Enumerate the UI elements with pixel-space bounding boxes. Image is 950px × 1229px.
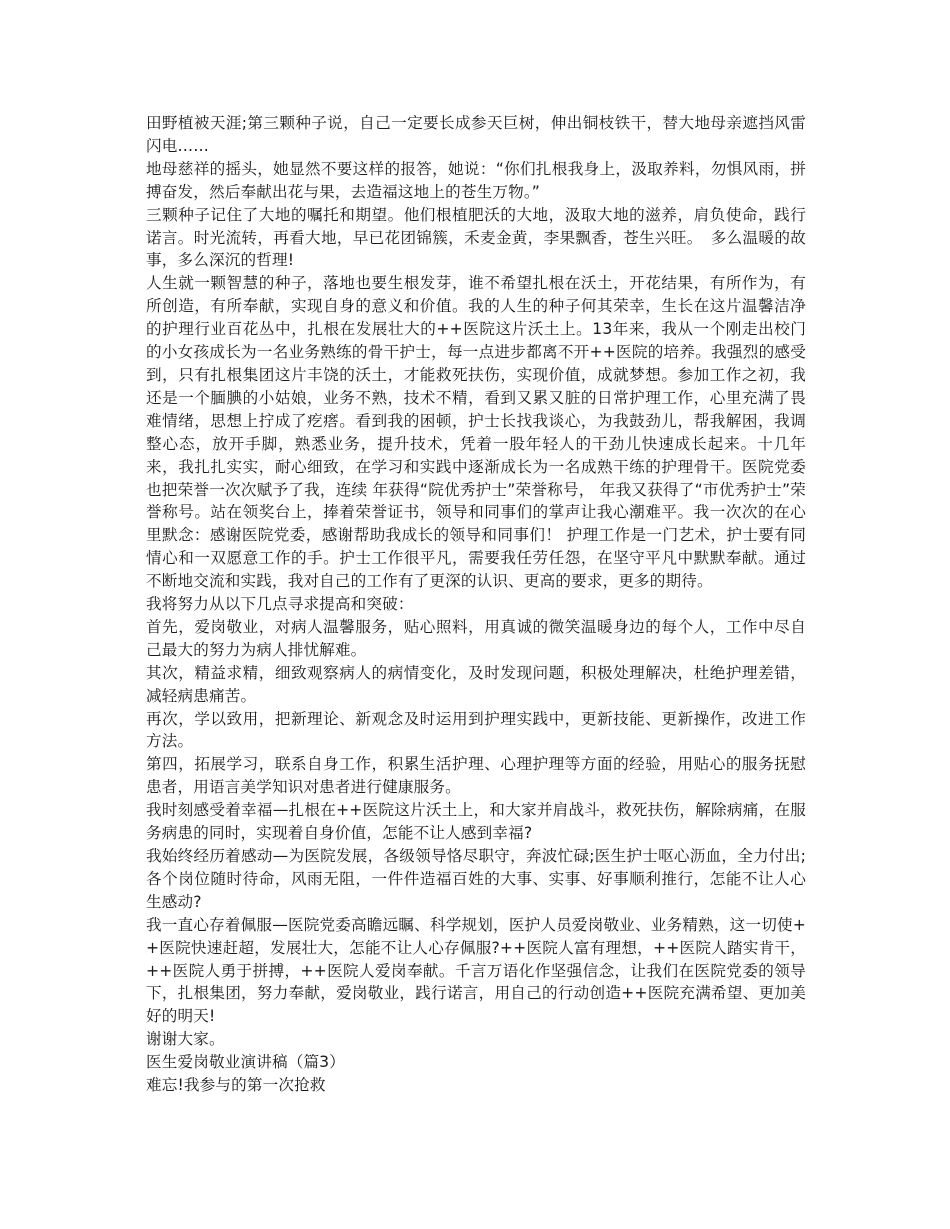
paragraph-point-second: 其次，精益求精，细致观察病人的病情变化，及时发现问题，积极处理解决，杜绝护理差错，减轻病患痛苦。 bbox=[146, 663, 806, 705]
paragraph-point-first: 首先，爱岗敬业，对病人温馨服务，贴心照料，用真诚的微笑温暖身边的每个人，工作中尽自己最大的努力为病人排忧解难。 bbox=[146, 617, 806, 659]
document-body bbox=[146, 112, 806, 1097]
paragraph-happiness: 我时刻感受着幸福—扎根在++医院这片沃土上，和大家并肩战斗，救死扶伤，解除病痛，在服务病患的同时，实现着自身价值，怎能不让人感到幸福? bbox=[146, 801, 806, 843]
paragraph-three-seeds: 三颗种子记住了大地的嘱托和期望。他们根植肥沃的大地，汲取大地的滋养，肩负使命，践行诺言。时光流转，再看大地，早已花团锦簇，禾麦金黄，李果飘香，苍生兴旺。 多么温暖的故事，多么深沉的哲理! bbox=[146, 205, 806, 270]
paragraph-admiration: 我一直心存着佩服—医院党委高瞻远瞩、科学规划，医护人员爱岗敬业、业务精熟，这一切使++医院快速赶超，发展壮大，怎能不让人心存佩服?++医院人富有理想，++医院人踏实肯干，++医院人勇于拼搏，++医院人爱岗奉献。千言万语化作坚强信念，让我们在医院党委的领导下，扎根集团，努力奉献，爱岗敬业，践行诺言，用自己的行动创造++医院充满希望、更加美好的明天! bbox=[146, 915, 806, 1026]
paragraph-improvement-intro: 我将努力从以下几点寻求提高和突破： bbox=[146, 595, 414, 614]
paragraph-life-seed: 人生就一颗智慧的种子，落地也要生根发芽，谁不希望扎根在沃土，开花结果，有所作为，有所创造，有所奉献，实现自身的意义和价值。我的人生的种子何其荣幸，生长在这片温馨洁净的护理行业百花丛中，扎根在发展壮大的++医院这片沃土上。13年来，我从一个刚走出校门的小女孩成长为一名业务熟练的骨干护士，每一点进步都离不开++医院的培养。我强烈的感受到，只有扎根集团这片丰饶的沃土，才能救死扶伤，实现价值，成就梦想。参加工作之初，我还是一个腼腆的小姑娘，业务不熟，技术不精，看到又累又脏的日常护理工作，心里充满了畏难情绪，思想上拧成了疙瘩。看到我的困顿，护士长找我谈心，为我鼓劲儿，帮我解困，我调整心态，放开手脚，熟悉业务，提升技术，凭着一股年轻人的干劲儿快速成长起来。十几年来，我扎扎实实，耐心细致，在学习和实践中逐渐成长为一名成熟干练的护理骨干。医院党委也把荣誉一次次赋予了我，连续 年获得“院优秀护士”荣誉称号， 年我又获得了“市优秀护士”荣誉称号。站在领奖台上，捧着荣誉证书，领导和同事们的掌声让我心潮难平。我一次次的在心里默念：感谢医院党委，感谢帮助我成长的领导和同事们！ 护理工作是一门艺术，护士要有同情心和一双愿意工作的手。护士工作很平凡，需要我任劳任怨，在坚守平凡中默默奉献。通过不断地交流和实践，我对自己的工作有了更深的认识、更高的要求，更多的期待。 bbox=[146, 274, 806, 591]
paragraph-moved: 我始终经历着感动—为医院发展，各级领导恪尽职守，奔波忙碌;医生护士呕心沥血，全力付出;各个岗位随时待命，风雨无阻，一件件造福百姓的大事、实事、好事顺利推行，怎能不让人心生感动? bbox=[146, 847, 806, 911]
paragraph-thanks: 谢谢大家。 bbox=[146, 1030, 225, 1049]
paragraph-point-fourth: 第四，拓展学习，联系自身工作，积累生活护理、心理护理等方面的经验，用贴心的服务抚慰患者，用语言美学知识对患者进行健康服务。 bbox=[146, 755, 806, 797]
paragraph-seed-story-end: 田野植被天涯;第三颗种子说，自己一定要长成参天巨树，伸出铜枝铁干，替大地母亲遮挡风雷闪电…… bbox=[146, 114, 806, 155]
subsection-title: 难忘!我参与的第一次抢救 bbox=[146, 1076, 326, 1095]
paragraph-mother-earth-reply: 地母慈祥的摇头，她显然不要这样的报答，她说：“你们扎根我身上，汲取养料，勿惧风雨，拼搏奋发，然后奉献出花与果，去造福这地上的苍生万物。” bbox=[146, 159, 806, 201]
paragraph-point-third: 再次，学以致用，把新理论、新观念及时运用到护理实践中，更新技能、更新操作，改进工作方法。 bbox=[146, 709, 806, 751]
section-heading: 医生爱岗敬业演讲稿（篇3） bbox=[146, 1053, 345, 1072]
